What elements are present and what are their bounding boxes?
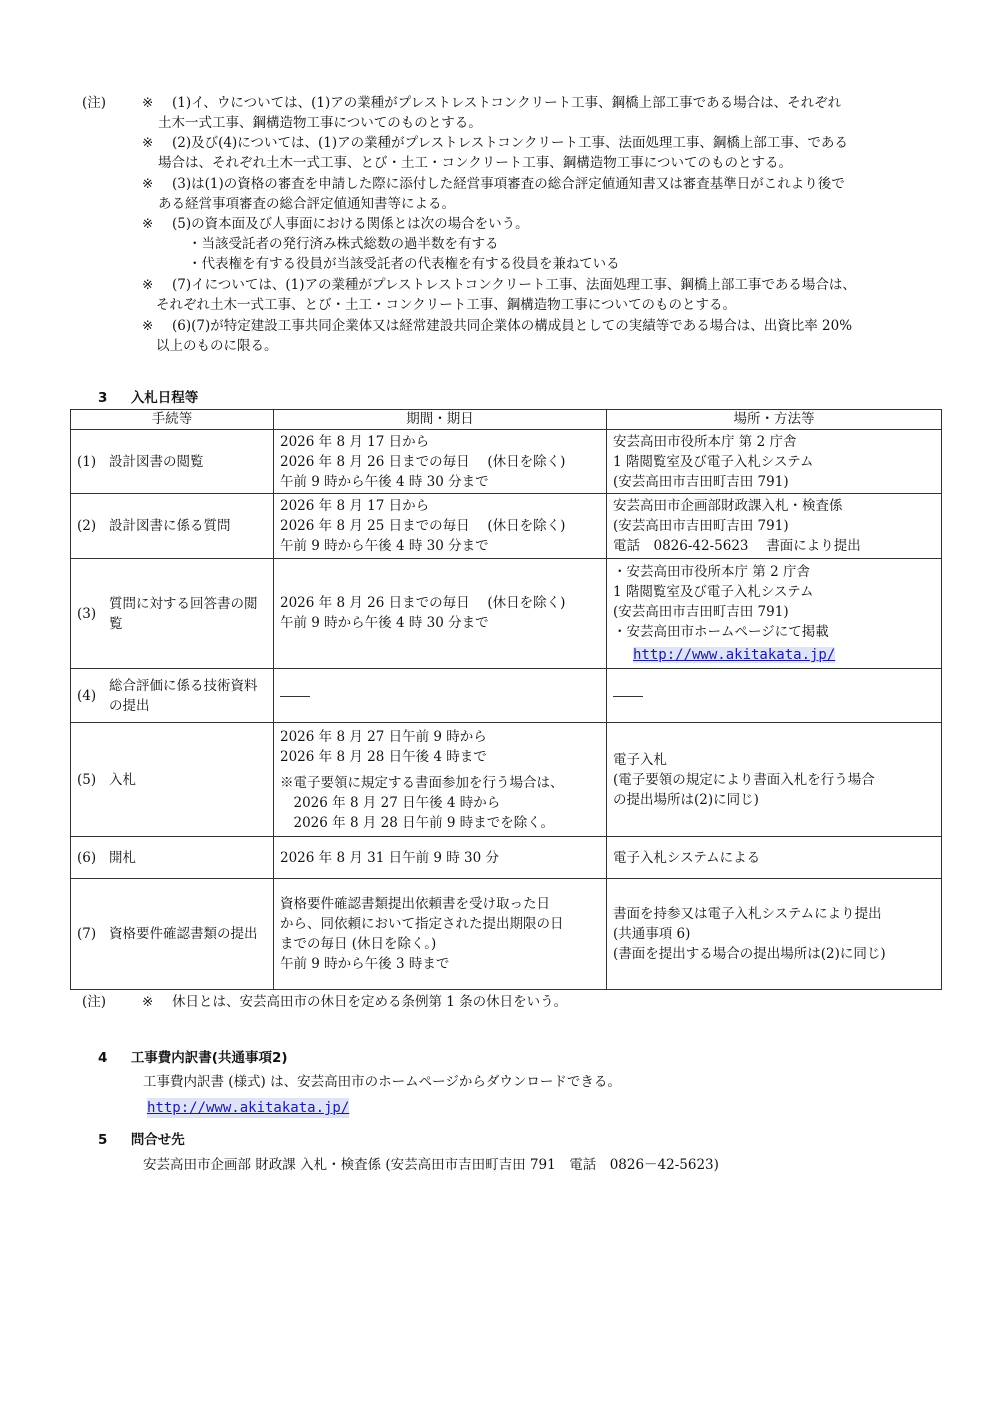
- row-place: 安芸高田市役所本庁 第 2 庁舎 1 階閲覧室及び電子入札システム (安芸高田市吉田町吉田 791): [607, 430, 942, 494]
- row-number: (1): [77, 453, 97, 470]
- note-bullet: ・当該受託者の発行済み株式総数の過半数を有する: [188, 236, 499, 252]
- section3-number: 3: [98, 390, 108, 406]
- row-period: [274, 669, 607, 723]
- note-line: (2)及び(4)については、(1)アの業種がプレストレストコンクリート工事、法面処理工事、鋼橋上部工事、である: [172, 135, 848, 151]
- notes-label: (注): [82, 95, 107, 111]
- note-line: 土木一式工事、鋼構造物工事についてのものとする。: [158, 115, 482, 131]
- section3-title: 入札日程等: [130, 390, 199, 406]
- row-place: 電子入札 (電子要領の規定により書面入札を行う場合 の提出場所は(2)に同じ): [607, 723, 942, 837]
- row-period: 2026 年 8 月 31 日午前 9 時 30 分: [274, 837, 607, 879]
- row-place: 安芸高田市企画部財政課入札・検査係 (安芸高田市吉田町吉田 791) 電話 0826-42-5623 書面により提出: [607, 494, 942, 559]
- note-mark: ※: [142, 277, 154, 293]
- section4-title: 工事費内訳書(共通事項2): [130, 1050, 288, 1066]
- empty-dash: [280, 696, 310, 697]
- empty-dash: [613, 696, 643, 697]
- table-note-text: 休日とは、安芸高田市の休日を定める条例第 1 条の休日をいう。: [172, 994, 568, 1010]
- table-note-mark: ※: [142, 994, 154, 1010]
- note-line: (3)は(1)の資格の審査を申請した際に添付した経営事項審査の総合評定値通知書又は審査基準日がこれより後で: [172, 176, 845, 192]
- table-note-label: (注): [82, 994, 107, 1010]
- table-row: [71, 494, 942, 559]
- homepage-link[interactable]: http://www.akitakata.jp/: [633, 647, 836, 663]
- row-procedure: 開札: [109, 849, 136, 866]
- note-line: 場合は、それぞれ土木一式工事、とび・土工・コンクリート工事、鋼構造物工事についてのものとする。: [158, 155, 792, 171]
- header-procedure: 手続等: [71, 410, 274, 430]
- header-period: 期間・期日: [274, 410, 607, 430]
- table-row: [71, 837, 942, 879]
- row-procedure: 資格要件確認書類の提出: [109, 926, 258, 942]
- note-line: (5)の資本面及び人事面における関係とは次の場合をいう。: [172, 216, 529, 232]
- row-procedure: 設計図書に係る質問: [109, 518, 231, 534]
- table-header-row: [71, 410, 942, 430]
- row-place: 書面を持参又は電子入札システムにより提出 (共通事項 6) (書面を提出する場合の提出場所は(2)に同じ): [607, 879, 942, 990]
- section4-number: 4: [98, 1050, 108, 1066]
- section3-heading: [98, 386, 198, 406]
- note-bullet: ・代表権を有する役員が当該受託者の代表権を有する役員を兼ねている: [188, 256, 620, 272]
- row-period: 2026 年 8 月 17 日から 2026 年 8 月 26 日までの毎日 (休日を除く) 午前 9 時から午後 4 時 30 分まで: [274, 430, 607, 494]
- row-place: [607, 669, 942, 723]
- note-line: ある経営事項審査の総合評定値通知書等による。: [158, 196, 455, 212]
- row-procedure: 設計図書の閲覧: [109, 453, 204, 470]
- row-number: (7): [77, 926, 97, 942]
- row-number: (3): [77, 605, 97, 622]
- note-mark: ※: [142, 176, 154, 192]
- row-period: 2026 年 8 月 26 日までの毎日 (休日を除く) 午前 9 時から午後 4 時 30 分まで: [274, 559, 607, 669]
- section4-heading: [98, 1046, 288, 1066]
- row-procedure: 質問に対する回答書の閲覧: [109, 595, 258, 632]
- row-period: 資格要件確認書類提出依頼書を受け取った日 から、同依頼において指定された提出期限の日 までの毎日 (休日を除く。) 午前 9 時から午後 3 時まで: [274, 879, 607, 990]
- table-row: [71, 723, 942, 837]
- section5-title: 問合せ先: [130, 1132, 185, 1148]
- table-row: [71, 430, 942, 494]
- row-number: (5): [77, 771, 97, 788]
- table-row: [71, 669, 942, 723]
- section5-heading: [98, 1128, 185, 1148]
- note-line: (6)(7)が特定建設工事共同企業体又は経常建設共同企業体の構成員としての実績等である場合は、出資比率 20%: [172, 318, 853, 334]
- note-line: 以上のものに限る。: [156, 338, 278, 354]
- row-period: 2026 年 8 月 17 日から 2026 年 8 月 25 日までの毎日 (休日を除く) 午前 9 時から午後 4 時 30 分まで: [274, 494, 607, 559]
- note-mark: ※: [142, 216, 154, 232]
- note-mark: ※: [142, 135, 154, 151]
- table-row: [71, 879, 942, 990]
- contact-text: 安芸高田市企画部 財政課 入札・検査係 (安芸高田市吉田町吉田 791 電話 0826－42-5623): [143, 1157, 719, 1173]
- row-period: 2026 年 8 月 27 日午前 9 時から 2026 年 8 月 28 日午後 4 時まで ※電子要領に規定する書面参加を行う場合は、 2026 年 8 月 27 日午後 4 時から 2026 年 8 月 28 日午前 9 時までを除く。: [274, 723, 607, 837]
- schedule-table: [70, 409, 942, 990]
- header-place: 場所・方法等: [607, 410, 942, 430]
- row-procedure: 入札: [109, 771, 136, 788]
- note-mark: ※: [142, 318, 154, 334]
- download-link[interactable]: http://www.akitakata.jp/: [147, 1100, 350, 1116]
- row-procedure: 総合評価に係る技術資料の提出: [109, 677, 258, 714]
- table-row: [71, 559, 942, 669]
- note-line: (1)イ、ウについては、(1)アの業種がプレストレストコンクリート工事、鋼橋上部工事である場合は、それぞれ: [172, 95, 842, 111]
- note-line: それぞれ土木一式工事、とび・土工・コンクリート工事、鋼構造物工事についてのものとする。: [156, 297, 736, 313]
- row-place: 電子入札システムによる: [607, 837, 942, 879]
- note-line: (7)イについては、(1)アの業種がプレストレストコンクリート工事、法面処理工事、鋼橋上部工事である場合は、: [172, 277, 856, 293]
- note-mark: ※: [142, 95, 154, 111]
- row-number: (6): [77, 849, 97, 866]
- row-place: ・安芸高田市役所本庁 第 2 庁舎 1 階閲覧室及び電子入札システム (安芸高田市吉田町吉田 791) ・安芸高田市ホームページにて掲載 http://www.akitakata.jp/: [607, 559, 942, 669]
- section4-text: 工事費内訳書 (様式) は、安芸高田市のホームページからダウンロードできる。: [143, 1074, 621, 1090]
- row-number: (2): [77, 518, 97, 534]
- section5-number: 5: [98, 1132, 108, 1148]
- row-number: (4): [77, 687, 97, 704]
